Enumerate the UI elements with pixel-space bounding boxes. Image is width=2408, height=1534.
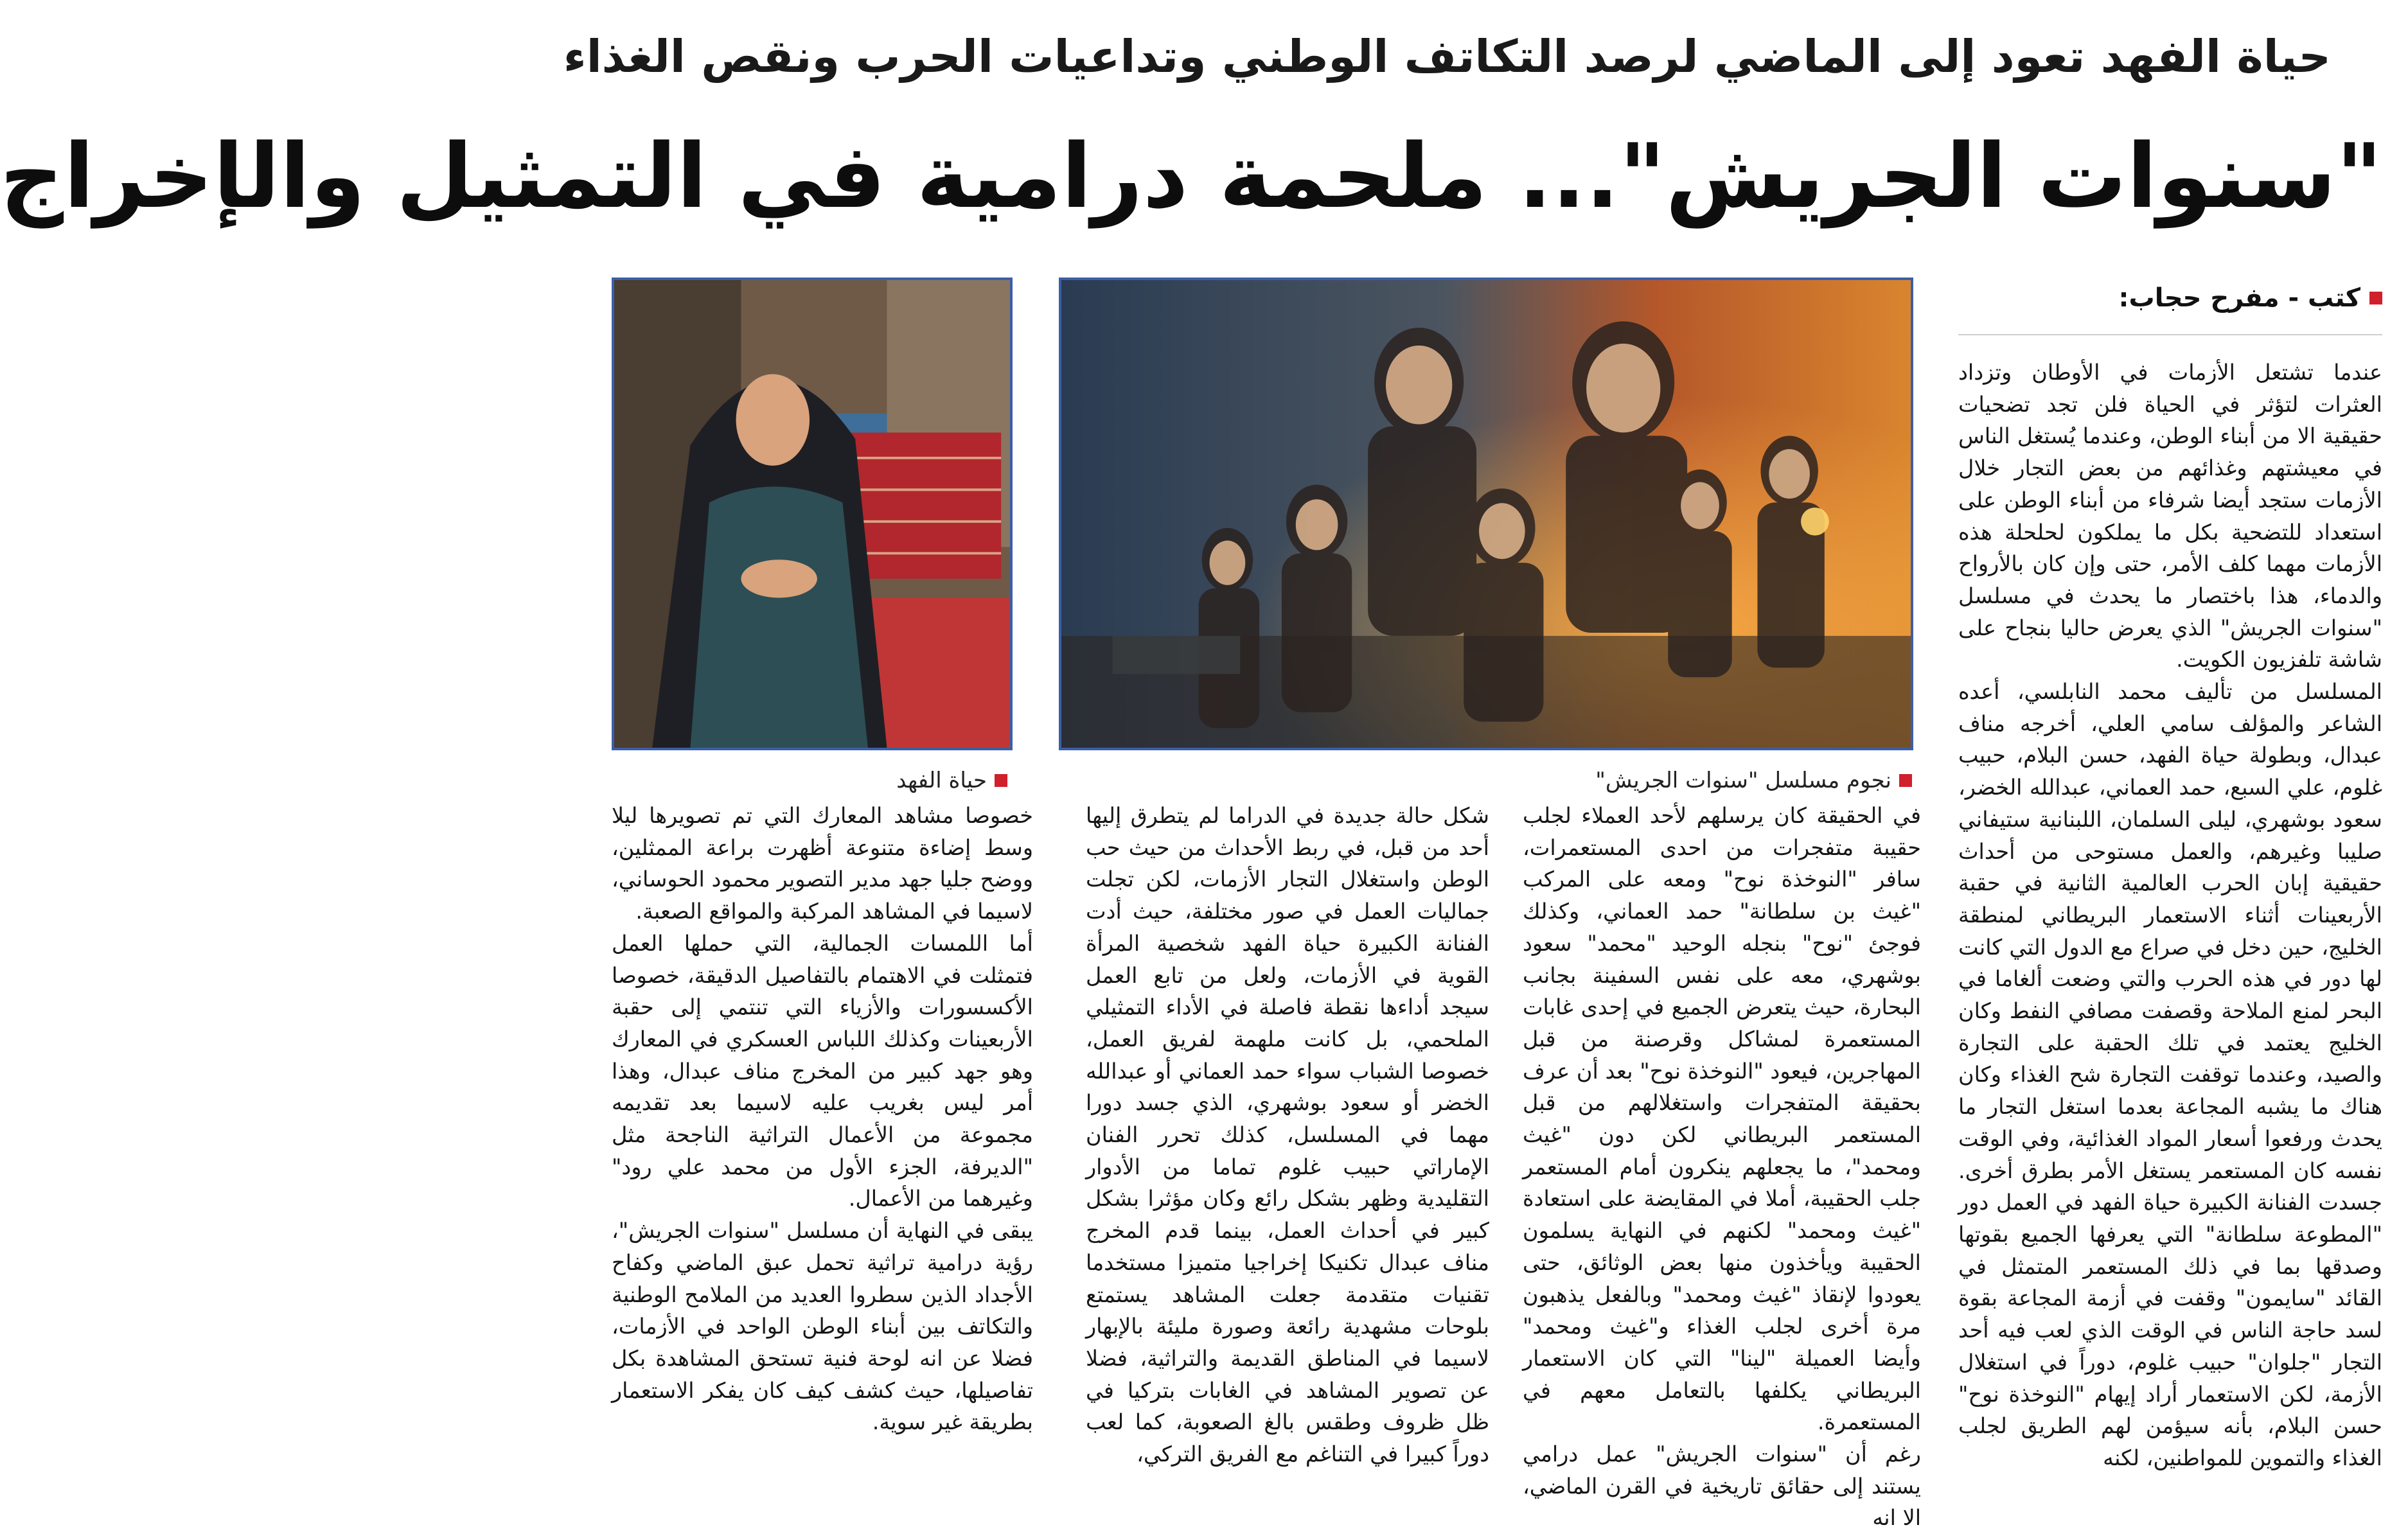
series-poster-image: [1059, 278, 1913, 750]
portrait-caption: [896, 766, 1007, 795]
caption-bullet-icon: [995, 774, 1007, 787]
article-headline: "سنوات الجريش"... ملحمة درامية في التمثيل والإخراج: [0, 125, 2382, 228]
article-kicker: حياة الفهد تعود إلى الماضي لرصد التكاتف الوطني وتداعيات الحرب ونقص الغذاء: [563, 30, 2331, 83]
byline: [1958, 280, 2382, 316]
byline-divider: [1958, 334, 2382, 335]
byline-text: كتب - مفرح حجاب:: [2118, 283, 2360, 313]
article-column-3: شكل حالة جديدة في الدراما لم يتطرق إليها أحد من قبل، في ربط الأحداث من حيث حب الوطن واستغلال التجار الأزمات، لكن تجلت جماليات العمل في صور مختلفة، حيث أدت الفنانة الكبيرة حياة الفهد شخصية المرأة القوية في الأزمات، ولعل من تابع العمل سيجد أداءها نقطة فاصلة في الأداء التمثيلي الملحمي، بل كانت ملهمة لفريق العمل، خصوصا الشباب سواء حمد العماني أو عبدالله الخضر أو سعود بوشهري، الذي جسد دورا مهما في المسلسل، كذلك تحرر الفنان الإماراتي حبيب غلوم تماما من الأدوار التقليدية وظهر بشكل رائع وكان مؤثرا بشكل كبير في أحداث العمل، بينما قدم المخرج مناف عبدال تكنيكا إخراجيا متميزا مستخدما تقنيات متقدمة جعلت المشاهد يستمتع بلوحات مشهدية رائعة وصورة مليئة بالإبهار لاسيما في المناطق القديمة والتراثية، فضلا عن تصوير المشاهد في الغابات بتركيا في ظل ظروف وطقس بالغ الصعوبة، كما لعب دوراً كبيرا في التناغم مع الفريق التركي،: [1086, 803, 1489, 1467]
poster-caption-text: نجوم مسلسل "سنوات الجريش": [1595, 768, 1891, 793]
article-column-4: خصوصا مشاهد المعارك التي تم تصويرها ليلا وسط إضاءة متنوعة أظهرت براعة الممثلين، ووضح جليا جهد مدير التصوير محمود الحوساني، لاسيما في المشاهد المركبة والمواقع الصعبة. أما اللمسات الجمالية، التي حملها العمل فتمثلت في الاهتمام بالتفاصيل الدقيقة، خصوصا الأكسسورات والأزياء التي تنتمي إلى حقبة الأربعينات وكذلك اللباس العسكري في المعارك وهو جهد كبير من المخرج مناف عبدال، وهذا أمر ليس بغريب عليه لاسيما بعد تقديمه مجموعة من الأعمال التراثية الناجحة مثل "الديرفة، الجزء الأول من محمد علي رود" وغيرهما من الأعمال. يبقى في النهاية أن مسلسل "سنوات الجريش"، رؤية درامية تراثية تحمل عبق الماضي وكفاح الأجداد الذين سطروا العديد من الملامح الوطنية والتكاتف بين أبناء الوطن الواحد في الأزمات، فضلا عن انه لوحة فنية تستحق المشاهدة بكل تفاصيلها، حيث كشف كيف كان يفكر الاستعمار بطريقة غير سوية.: [612, 803, 1033, 1435]
hayat-alfahad-photo: [612, 278, 1013, 750]
article-column-1: عندما تشتعل الأزمات في الأوطان وتزداد العثرات لتؤثر في الحياة فلن تجد تضحيات حقيقية الا من أبناء الوطن، وعندما يُستغل الناس في معيشتهم وغذائهم من بعض التجار خلال الأزمات ستجد أيضا شرفاء من أبناء الوطن على استعداد للتضحية بكل ما يملكون لحلحلة هذه الأزمات مهما كلف الأمر، حتى وإن كان بالأرواح والدماء، هذا باختصار ما يحدث في مسلسل "سنوات الجريش" الذي يعرض حاليا بنجاح على شاشة تلفزيون الكويت. المسلسل من تأليف محمد النابلسي، أعده الشاعر والمؤلف سامي العلي، أخرجه مناف عبدال، وبطولة حياة الفهد، حسن البلام، حبيب غلوم، علي السبع، حمد العماني، عبدالله الخضر، سعود بوشهري، ليلى السلمان، اللبنانية ستيفاني صليبا وغيرهم، والعمل مستوحى من أحداث حقيقية إبان الحرب العالمية الثانية في حقبة الأربعينات أثناء الاستعمار البريطاني لمنطقة الخليج، حين دخل في صراع مع الدول التي كانت لها دور في هذه الحرب والتي وضعت ألغاما في البحر لمنع الملاحة وقصفت مصافي النفط وكان الخليج يعتمد في تلك الحقبة على التجارة والصيد، وعندما توقفت التجارة شح الغذاء وكان هناك ما يشبه المجاعة بعدما استغل التجار ما يحدث ورفعوا أسعار المواد الغذائية، وفي الوقت نفسه كان المستعمر يستغل الأمر بطرق أخرى. جسدت الفنانة الكبيرة حياة الفهد في العمل دور "المطوعة سلطانة" التي يعرفها الجميع بقوتها وصدقها بما في ذلك المستعمر المتمثل في القائد "سايمون" وقفت في أزمة المجاعة بقوة لسد حاجة الناس في الوقت الذي لعب فيه أحد التجار "جلوان" حبيب غلوم، دوراً في استغلال الأزمة، لكن الاستعمار أراد إيهام "النوخذة نوح" حسن البلام، بأنه سيؤمن لهم الطريق لجلب الغذاء والتموين للمواطنين، لكنه: [1958, 360, 2382, 1470]
poster-caption: [1595, 766, 1912, 795]
portrait-caption-text: حياة الفهد: [896, 768, 987, 793]
byline-bullet-icon: [2369, 292, 2382, 304]
poster-illustration: [1061, 280, 1911, 748]
article-column-2: في الحقيقة كان يرسلهم لأحد العملاء لجلب حقيبة متفجرات من احدى المستعمرات، سافر "النوخذة نوح" ومعه على المركب "غيث بن سلطانة" حمد العماني، وكذلك فوجئ "نوح" بنجله الوحيد "محمد" سعود بوشهري، معه على نفس السفينة بجانب البحارة، حيث يتعرض الجميع في إحدى غابات المستعمرة لمشاكل وقرصنة من قبل المهاجرين، فيعود "النوخذة نوح" بعد أن عرف بحقيقة المتفجرات واستغلالهم من قبل المستعمر البريطاني لكن دون "غيث ومحمد"، ما يجعلهم ينكرون أمام المستعمر جلب الحقيبة، أملا في المقايضة على استعادة "غيث ومحمد" لكنهم في النهاية يسلمون الحقيبة ويأخذون منها بعض الوثائق، حتى يعودوا لإنقاذ "غيث ومحمد" وبالفعل يذهبون مرة أخرى لجلب الغذاء و"غيث ومحمد" وأيضا العميلة "لينا" التي كان الاستعمار البريطاني يكلفها بالتعامل معهم في المستعمرة. رغم أن "سنوات الجريش" عمل درامي يستند إلى حقائق تاريخية في القرن الماضي، الا انه: [1523, 803, 1921, 1531]
portrait-illustration: [614, 280, 1010, 748]
caption-bullet-icon: [1899, 774, 1912, 787]
